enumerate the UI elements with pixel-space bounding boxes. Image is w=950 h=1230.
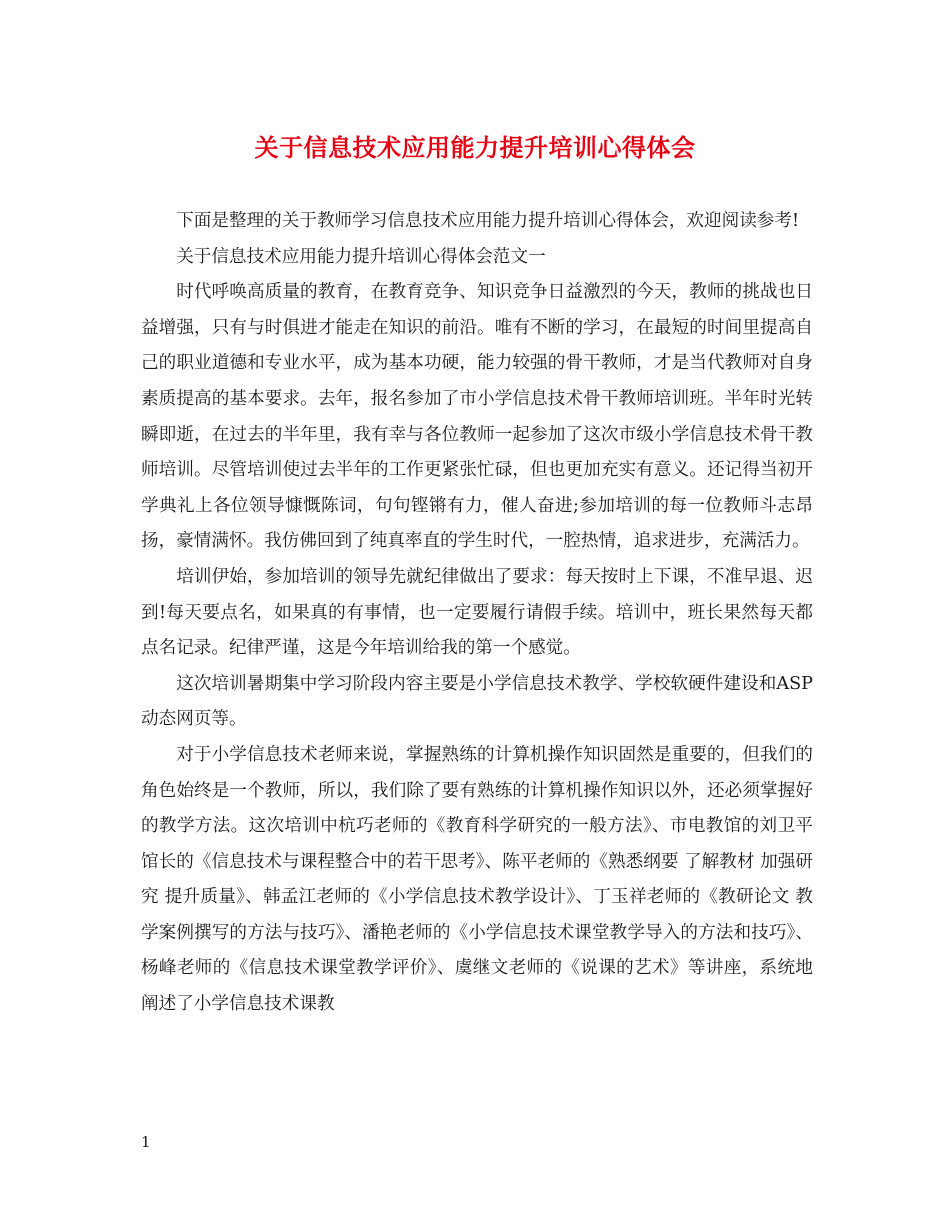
document-title: 关于信息技术应用能力提升培训心得体会 <box>254 133 696 162</box>
paragraph-body: 培训伊始，参加培训的领导先就纪律做出了要求：每天按时上下课，不准早退、迟到!每天要点名，如果真的有事情，也一定要履行请假手续。培训中，班长果然每天都点名记录。纪律严谨，这是今年培训给我的第一个感觉。 <box>141 566 813 659</box>
paragraph-body: 这次培训暑期集中学习阶段内容主要是小学信息技术教学、学校软硬件建设和ASP动态网页等。 <box>141 673 813 730</box>
paragraph-section-heading: 关于信息技术应用能力提升培训心得体会范文一 <box>176 246 546 267</box>
paragraph-intro: 下面是整理的关于教师学习信息技术应用能力提升培训心得体会，欢迎阅读参考! <box>176 211 800 231</box>
document-body <box>141 204 813 1023</box>
page-number: 1 <box>141 1133 151 1151</box>
paragraph-body: 时代呼唤高质量的教育，在教育竞争、知识竞争日益激烈的今天，教师的挑战也日益增强，只有与时俱进才能走在知识的前沿。唯有不断的学习，在最短的时间里提高自己的职业道德和专业水平，成为基本功硬，能力较强的骨干教师，才是当代教师对自身素质提高的基本要求。去年，报名参加了市小学信息技术骨干教师培训班。半年时光转瞬即逝，在过去的半年里，我有幸与各位教师一起参加了这次市级小学信息技术骨干教师培训。尽管培训使过去半年的工作更紧张忙碌，但也更加充实有意义。还记得当初开学典礼上各位领导慷慨陈词，句句铿锵有力，催人奋进;参加培训的每一位教师斗志昂扬，豪情满怀。我仿佛回到了纯真率直的学生时代，一腔热情，追求进步，充满活力。 <box>141 282 813 552</box>
paragraph-body: 对于小学信息技术老师来说，掌握熟练的计算机操作知识固然是重要的，但我们的角色始终是一个教师，所以，我们除了要有熟练的计算机操作知识以外，还必须掌握好的教学方法。这次培训中杭巧老师的《教育科学研究的一般方法》、市电教馆的刘卫平馆长的《信息技术与课程整合中的若干思考》、陈平老师的《熟悉纲要 了解教材 加强研究 提升质量》、韩孟江老师的《小学信息技术教学设计》、丁玉祥老师的《教研论文 教学案例撰写的方法与技巧》、潘艳老师的《小学信息技术课堂教学导入的方法和技巧》、杨峰老师的《信息技术课堂教学评价》、虞继文老师的《说课的艺术》等讲座，系统地阐述了小学信息技术课教 <box>141 744 813 1015</box>
